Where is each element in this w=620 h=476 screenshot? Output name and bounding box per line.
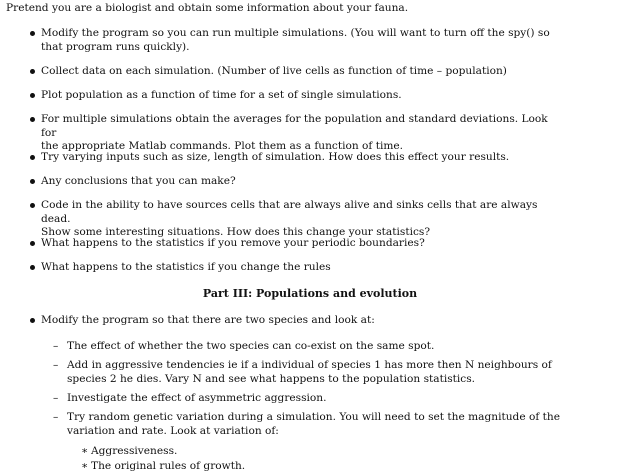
list-item: What happens to the statistics if you remove your periodic boundaries? — [41, 237, 561, 251]
list-item: What happens to the statistics if you change the rules — [41, 261, 561, 275]
dash-icon: – — [53, 359, 59, 371]
list-item: Try varying inputs such as size, length of simulation. How does this effect your results. — [41, 151, 561, 165]
sub-sub-list-item: ∗ Aggressiveness. — [81, 445, 178, 457]
bullet-icon — [30, 241, 35, 246]
sub-list-item: – Add in aggressive tendencies ie if a individual of species 1 has more then N neighbours of species 2 he dies. Vary N and see what happens to the population statistics. — [53, 359, 552, 385]
intro-text: Pretend you are a biologist and obtain some information about your fauna. — [6, 2, 409, 14]
bullet-icon — [30, 203, 35, 208]
asterisk-icon: ∗ — [81, 460, 89, 472]
dash-icon: – — [53, 411, 59, 423]
dash-icon: – — [53, 392, 59, 404]
bullet-icon — [30, 179, 35, 184]
list-item: Code in the ability to have sources cells that are always alive and sinks cells that are always dead. Show some interesting situations. How does this change your statistics? — [41, 199, 561, 240]
list-item: For multiple simulations obtain the averages for the population and standard deviations. Look for the appropriate Matlab commands. Plot them as a function of time. — [41, 113, 561, 154]
bullet-icon — [30, 155, 35, 160]
list-item: Modify the program so you can run multiple simulations. (You will want to turn off the spy() so that program runs quickly). — [41, 27, 561, 54]
list-item: Plot population as a function of time for a set of single simulations. — [41, 89, 561, 103]
bullet-icon — [30, 265, 35, 270]
list-item: Any conclusions that you can make? — [41, 175, 561, 189]
section-title: Part III: Populations and evolution — [202, 287, 418, 300]
list-item: Collect data on each simulation. (Number of live cells as function of time – population) — [41, 65, 561, 79]
asterisk-icon: ∗ — [81, 445, 89, 457]
bullet-icon — [30, 318, 35, 323]
bullet-icon — [30, 69, 35, 74]
list-item: Modify the program so that there are two species and look at: — [41, 314, 561, 328]
sub-list-item: – Try random genetic variation during a simulation. You will need to set the magnitude of the variation and rate. Look at variation of: — [53, 411, 560, 437]
sub-sub-list-item: ∗ The original rules of growth. — [81, 460, 246, 472]
bullet-icon — [30, 31, 35, 36]
sub-list-item: – Investigate the effect of asymmetric aggression. — [53, 392, 327, 404]
dash-icon: – — [53, 340, 59, 352]
bullet-icon — [30, 93, 35, 98]
sub-list-item: – The effect of whether the two species can co-exist on the same spot. — [53, 340, 435, 352]
bullet-icon — [30, 117, 35, 122]
